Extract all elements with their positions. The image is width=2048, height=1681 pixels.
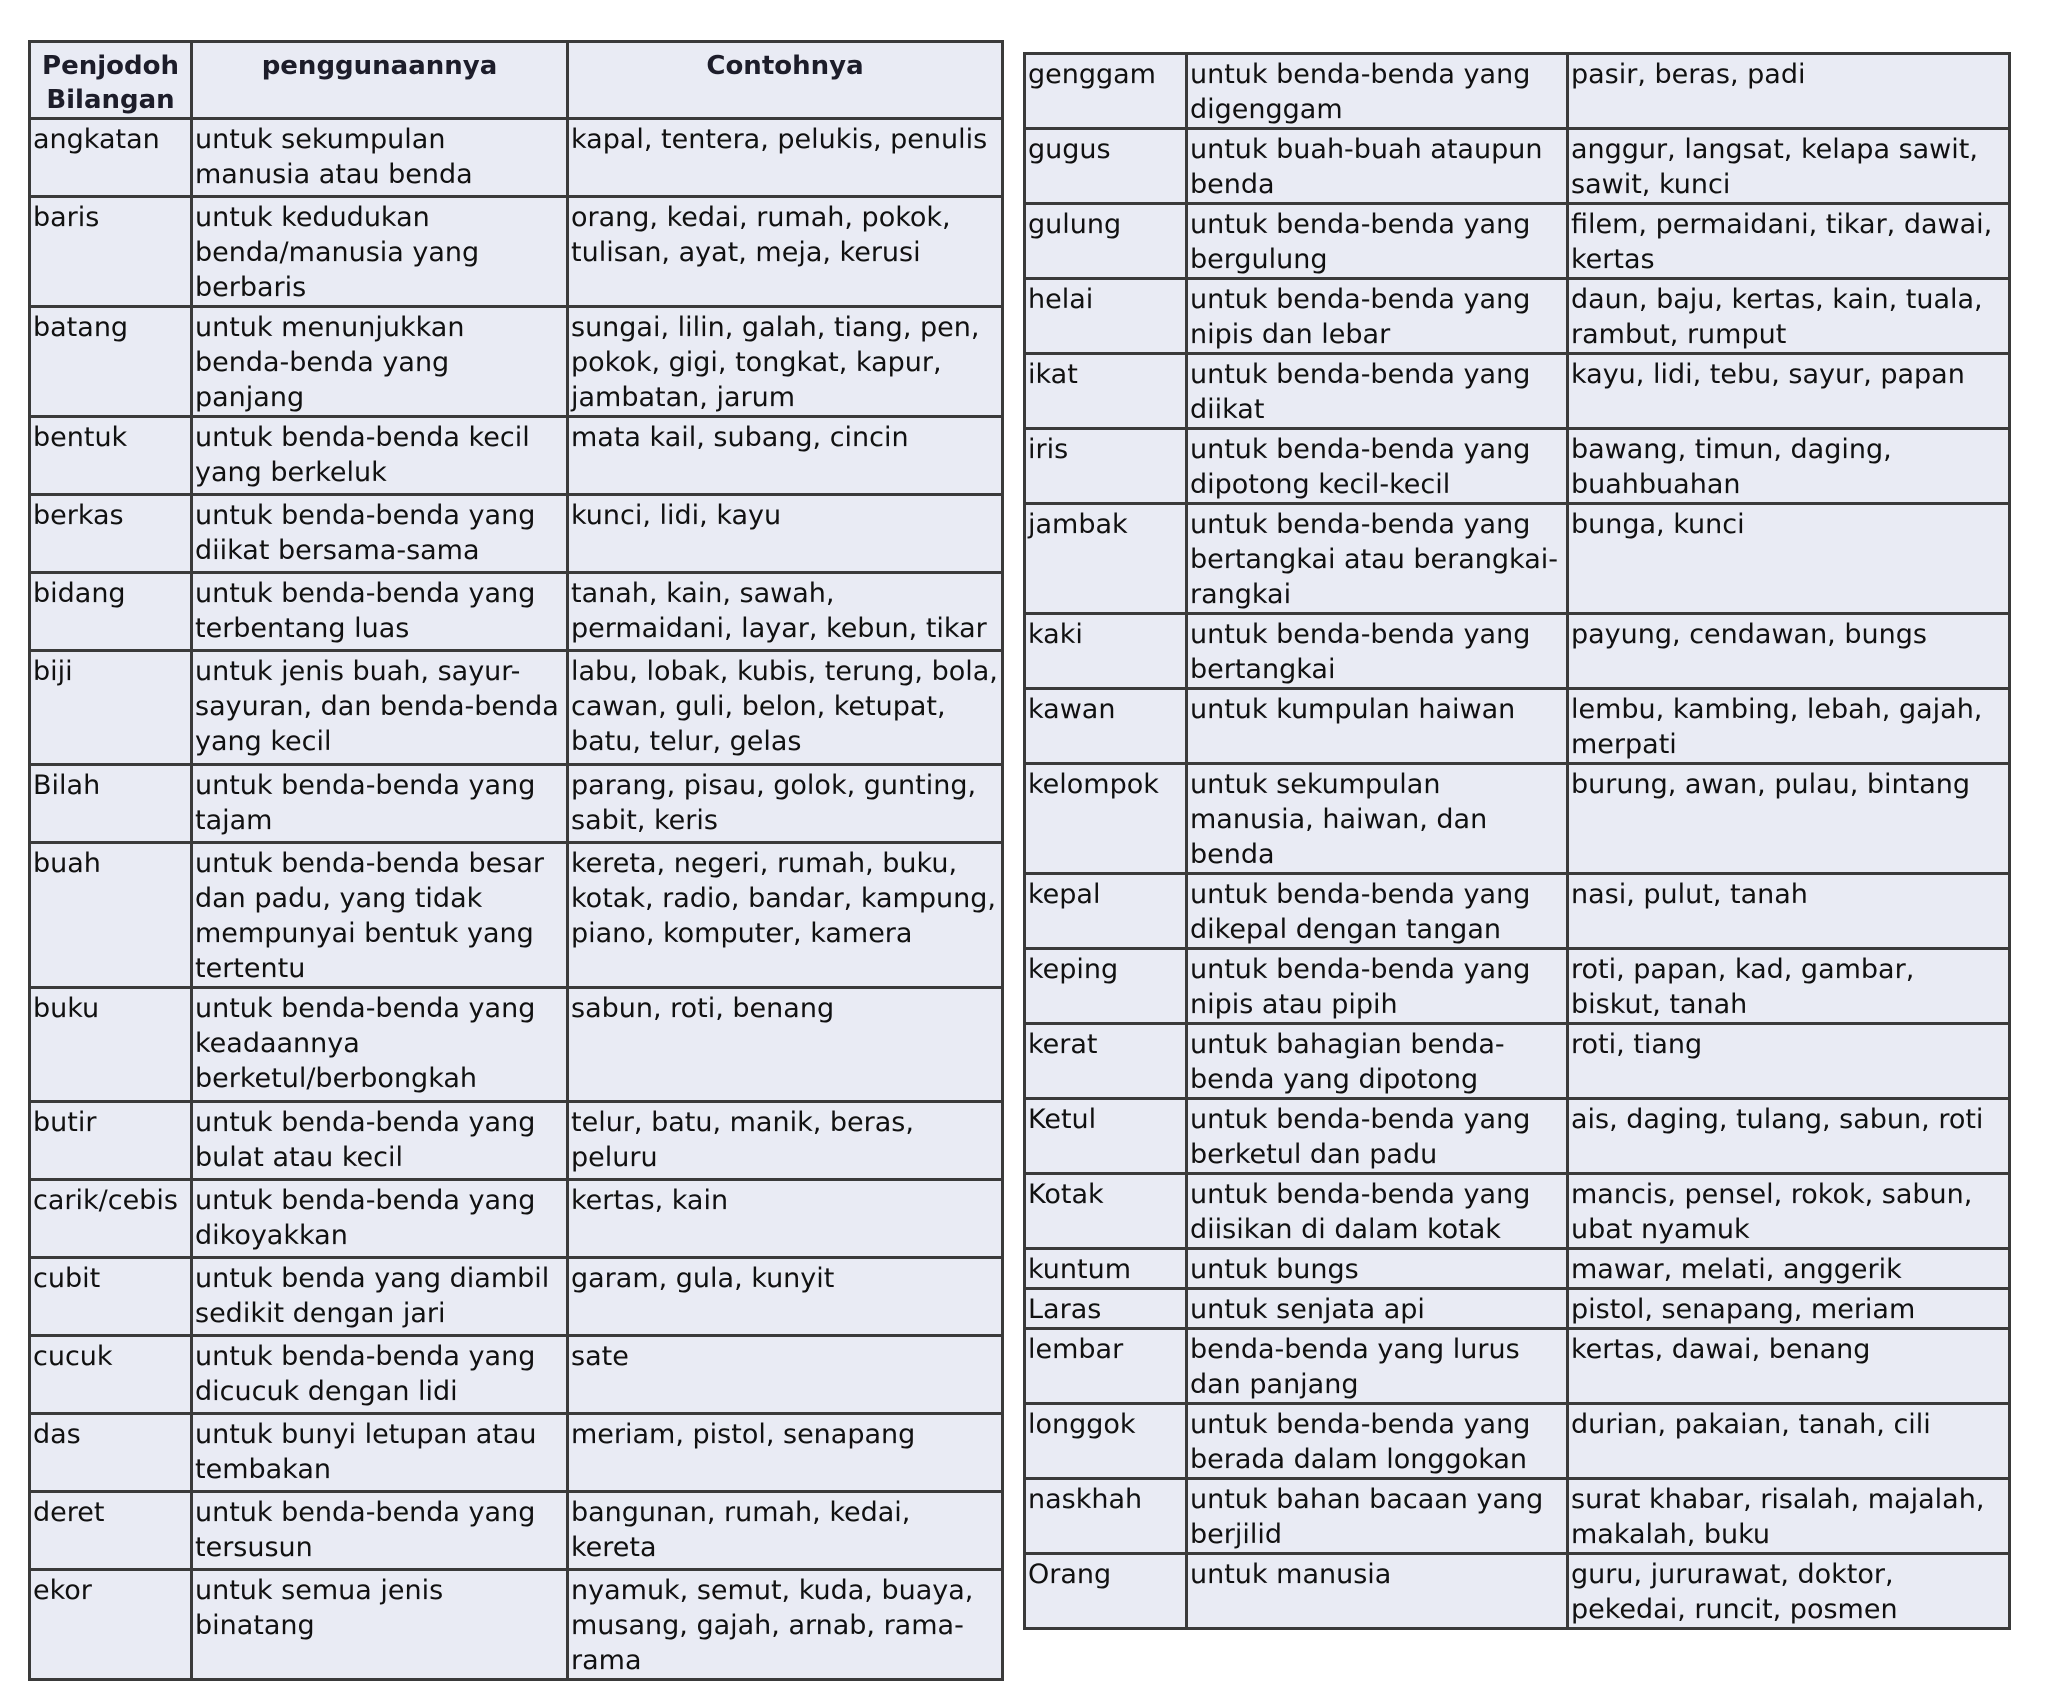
contoh-cell: roti, tiang	[1568, 1024, 2010, 1099]
table-row	[30, 197, 1003, 307]
table-row	[30, 1258, 1003, 1336]
penggunaan-cell: untuk benda-benda besar dan padu, yang tidak mempunyai bentuk yang tertentu	[192, 843, 568, 988]
penjodoh-cell: helai	[1025, 279, 1187, 354]
penjodoh-cell: butir	[30, 1102, 192, 1180]
contoh-cell: sate	[568, 1336, 1003, 1414]
contoh-cell: filem, permaidani, tikar, dawai, kertas	[1568, 204, 2010, 279]
contoh-cell: daun, baju, kertas, kain, tuala, rambut, rumput	[1568, 279, 2010, 354]
penggunaan-cell: untuk benda-benda yang digenggam	[1187, 54, 1568, 129]
table-row	[1025, 504, 2010, 614]
contoh-cell: kunci, lidi, kayu	[568, 495, 1003, 573]
contoh-cell: nyamuk, semut, kuda, buaya, musang, gajah, arnab, rama-rama	[568, 1570, 1003, 1680]
penggunaan-cell: untuk benda-benda yang bertangkai atau berangkai-rangkai	[1187, 504, 1568, 614]
penggunaan-cell: untuk manusia	[1187, 1554, 1568, 1629]
penjodoh-cell: Kotak	[1025, 1174, 1187, 1249]
table-row	[1025, 1289, 2010, 1329]
contoh-cell: kertas, dawai, benang	[1568, 1329, 2010, 1404]
penggunaan-cell: untuk benda-benda yang bergulung	[1187, 204, 1568, 279]
penggunaan-cell: untuk benda-benda yang diikat	[1187, 354, 1568, 429]
penggunaan-cell: untuk kumpulan haiwan	[1187, 689, 1568, 764]
penggunaan-cell: untuk benda-benda yang dipotong kecil-kecil	[1187, 429, 1568, 504]
table-row	[1025, 54, 2010, 129]
table-row	[30, 307, 1003, 417]
contoh-cell: durian, pakaian, tanah, cili	[1568, 1404, 2010, 1479]
penjodoh-table-left	[28, 40, 1004, 1681]
table-row	[30, 843, 1003, 988]
table-row	[1025, 1249, 2010, 1289]
contoh-cell: mata kail, subang, cincin	[568, 417, 1003, 495]
penjodoh-cell: carik/cebis	[30, 1180, 192, 1258]
contoh-cell: payung, cendawan, bungs	[1568, 614, 2010, 689]
penjodoh-cell: buah	[30, 843, 192, 988]
contoh-cell: mancis, pensel, rokok, sabun, ubat nyamuk	[1568, 1174, 2010, 1249]
contoh-cell: kayu, lidi, tebu, sayur, papan	[1568, 354, 2010, 429]
penjodoh-cell: ekor	[30, 1570, 192, 1680]
penjodoh-table-right	[1023, 52, 2011, 1630]
table-header-row	[30, 42, 1003, 119]
penjodoh-cell: das	[30, 1414, 192, 1492]
table-row	[1025, 279, 2010, 354]
penjodoh-cell: berkas	[30, 495, 192, 573]
table-row	[30, 1492, 1003, 1570]
table-body-left	[30, 119, 1003, 1680]
penjodoh-cell: keping	[1025, 949, 1187, 1024]
table-row	[1025, 1329, 2010, 1404]
penjodoh-cell: buku	[30, 988, 192, 1102]
table-row	[30, 988, 1003, 1102]
penjodoh-cell: Orang	[1025, 1554, 1187, 1629]
contoh-cell: kertas, kain	[568, 1180, 1003, 1258]
penggunaan-cell: untuk benda-benda yang berada dalam longgokan	[1187, 1404, 1568, 1479]
penjodoh-cell: bentuk	[30, 417, 192, 495]
penggunaan-cell: untuk jenis buah, sayur-sayuran, dan benda-benda yang kecil	[192, 651, 568, 765]
penggunaan-cell: untuk benda-benda yang dicucuk dengan lidi	[192, 1336, 568, 1414]
contoh-cell: sabun, roti, benang	[568, 988, 1003, 1102]
table-row	[1025, 1404, 2010, 1479]
contoh-cell: bunga, kunci	[1568, 504, 2010, 614]
table-row	[30, 1414, 1003, 1492]
header-penjodoh-bilangan: Penjodoh Bilangan	[30, 42, 192, 119]
penggunaan-cell: untuk benda-benda yang diisikan di dalam kotak	[1187, 1174, 1568, 1249]
table-row	[30, 1570, 1003, 1680]
contoh-cell: labu, lobak, kubis, terung, bola, cawan, guli, belon, ketupat, batu, telur, gelas	[568, 651, 1003, 765]
penggunaan-cell: untuk benda yang diambil sedikit dengan jari	[192, 1258, 568, 1336]
contoh-cell: lembu, kambing, lebah, gajah, merpati	[1568, 689, 2010, 764]
penjodoh-cell: kawan	[1025, 689, 1187, 764]
penggunaan-cell: untuk benda-benda yang bertangkai	[1187, 614, 1568, 689]
penjodoh-cell: angkatan	[30, 119, 192, 197]
contoh-cell: anggur, langsat, kelapa sawit, sawit, kunci	[1568, 129, 2010, 204]
table-row	[1025, 614, 2010, 689]
penjodoh-cell: ikat	[1025, 354, 1187, 429]
penjodoh-cell: kepal	[1025, 874, 1187, 949]
penjodoh-cell: jambak	[1025, 504, 1187, 614]
contoh-cell: kapal, tentera, pelukis, penulis	[568, 119, 1003, 197]
contoh-cell: ais, daging, tulang, sabun, roti	[1568, 1099, 2010, 1174]
table-row	[30, 765, 1003, 843]
penggunaan-cell: untuk benda-benda yang berketul dan padu	[1187, 1099, 1568, 1174]
penjodoh-cell: genggam	[1025, 54, 1187, 129]
contoh-cell: bangunan, rumah, kedai, kereta	[568, 1492, 1003, 1570]
penjodoh-cell: kaki	[1025, 614, 1187, 689]
contoh-cell: tanah, kain, sawah, permaidani, layar, kebun, tikar	[568, 573, 1003, 651]
penjodoh-cell: deret	[30, 1492, 192, 1570]
table-row	[1025, 204, 2010, 279]
contoh-cell: roti, papan, kad, gambar, biskut, tanah	[1568, 949, 2010, 1024]
contoh-cell: meriam, pistol, senapang	[568, 1414, 1003, 1492]
penjodoh-cell: kuntum	[1025, 1249, 1187, 1289]
header-penggunaannya: penggunaannya	[192, 42, 568, 119]
penjodoh-cell: gulung	[1025, 204, 1187, 279]
table-row	[1025, 1024, 2010, 1099]
table-row	[30, 573, 1003, 651]
contoh-cell: orang, kedai, rumah, pokok, tulisan, ayat, meja, kerusi	[568, 197, 1003, 307]
contoh-cell: mawar, melati, anggerik	[1568, 1249, 2010, 1289]
penggunaan-cell: untuk benda-benda yang nipis atau pipih	[1187, 949, 1568, 1024]
penggunaan-cell: untuk benda-benda yang dikoyakkan	[192, 1180, 568, 1258]
penjodoh-cell: longgok	[1025, 1404, 1187, 1479]
penggunaan-cell: untuk semua jenis binatang	[192, 1570, 568, 1680]
penjodoh-cell: cucuk	[30, 1336, 192, 1414]
penggunaan-cell: untuk kedudukan benda/manusia yang berbaris	[192, 197, 568, 307]
table-row	[30, 1102, 1003, 1180]
table-row	[1025, 354, 2010, 429]
penggunaan-cell: untuk benda-benda kecil yang berkeluk	[192, 417, 568, 495]
contoh-cell: telur, batu, manik, beras, peluru	[568, 1102, 1003, 1180]
contoh-cell: burung, awan, pulau, bintang	[1568, 764, 2010, 874]
table-body-right	[1025, 54, 2010, 1629]
penjodoh-cell: bidang	[30, 573, 192, 651]
penjodoh-cell: batang	[30, 307, 192, 417]
penggunaan-cell: untuk bahan bacaan yang berjilid	[1187, 1479, 1568, 1554]
penjodoh-cell: Ketul	[1025, 1099, 1187, 1174]
penggunaan-cell: untuk menunjukkan benda-benda yang panjang	[192, 307, 568, 417]
table-row	[1025, 689, 2010, 764]
penjodoh-cell: biji	[30, 651, 192, 765]
table-row	[1025, 1174, 2010, 1249]
table-row	[1025, 949, 2010, 1024]
contoh-cell: pistol, senapang, meriam	[1568, 1289, 2010, 1329]
penjodoh-cell: gugus	[1025, 129, 1187, 204]
penggunaan-cell: untuk benda-benda yang dikepal dengan tangan	[1187, 874, 1568, 949]
penjodoh-cell: naskhah	[1025, 1479, 1187, 1554]
penggunaan-cell: untuk buah-buah ataupun benda	[1187, 129, 1568, 204]
penggunaan-cell: untuk benda-benda yang diikat bersama-sama	[192, 495, 568, 573]
table-row	[1025, 1479, 2010, 1554]
penggunaan-cell: untuk benda-benda yang nipis dan lebar	[1187, 279, 1568, 354]
table-row	[1025, 1554, 2010, 1629]
contoh-cell: sungai, lilin, galah, tiang, pen, pokok, gigi, tongkat, kapur, jambatan, jarum	[568, 307, 1003, 417]
contoh-cell: bawang, timun, daging, buahbuahan	[1568, 429, 2010, 504]
header-contohnya: Contohnya	[568, 42, 1003, 119]
table-row	[30, 417, 1003, 495]
penjodoh-cell: cubit	[30, 1258, 192, 1336]
table-row	[1025, 1099, 2010, 1174]
penggunaan-cell: untuk bunyi letupan atau tembakan	[192, 1414, 568, 1492]
penjodoh-cell: Laras	[1025, 1289, 1187, 1329]
penjodoh-cell: Bilah	[30, 765, 192, 843]
penjodoh-cell: kerat	[1025, 1024, 1187, 1099]
penjodoh-cell: iris	[1025, 429, 1187, 504]
table-row	[1025, 764, 2010, 874]
contoh-cell: parang, pisau, golok, gunting, sabit, keris	[568, 765, 1003, 843]
table-row	[30, 651, 1003, 765]
penjodoh-cell: kelompok	[1025, 764, 1187, 874]
table-row	[1025, 874, 2010, 949]
penggunaan-cell: untuk sekumpulan manusia, haiwan, dan benda	[1187, 764, 1568, 874]
table-row	[30, 1336, 1003, 1414]
contoh-cell: surat khabar, risalah, majalah, makalah, buku	[1568, 1479, 2010, 1554]
penggunaan-cell: untuk benda-benda yang keadaannya berketul/berbongkah	[192, 988, 568, 1102]
contoh-cell: pasir, beras, padi	[1568, 54, 2010, 129]
penjodoh-cell: baris	[30, 197, 192, 307]
penjodoh-cell: lembar	[1025, 1329, 1187, 1404]
penggunaan-cell: untuk benda-benda yang bulat atau kecil	[192, 1102, 568, 1180]
contoh-cell: guru, jururawat, doktor, pekedai, runcit, posmen	[1568, 1554, 2010, 1629]
contoh-cell: kereta, negeri, rumah, buku, kotak, radio, bandar, kampung, piano, komputer, kamera	[568, 843, 1003, 988]
table-row	[30, 1180, 1003, 1258]
penggunaan-cell: untuk benda-benda yang tajam	[192, 765, 568, 843]
penggunaan-cell: untuk sekumpulan manusia atau benda	[192, 119, 568, 197]
penggunaan-cell: untuk bahagian benda-benda yang dipotong	[1187, 1024, 1568, 1099]
penggunaan-cell: untuk senjata api	[1187, 1289, 1568, 1329]
penggunaan-cell: untuk bungs	[1187, 1249, 1568, 1289]
penggunaan-cell: benda-benda yang lurus dan panjang	[1187, 1329, 1568, 1404]
table-row	[1025, 429, 2010, 504]
penggunaan-cell: untuk benda-benda yang tersusun	[192, 1492, 568, 1570]
table-row	[30, 119, 1003, 197]
contoh-cell: nasi, pulut, tanah	[1568, 874, 2010, 949]
penggunaan-cell: untuk benda-benda yang terbentang luas	[192, 573, 568, 651]
contoh-cell: garam, gula, kunyit	[568, 1258, 1003, 1336]
table-row	[30, 495, 1003, 573]
table-row	[1025, 129, 2010, 204]
